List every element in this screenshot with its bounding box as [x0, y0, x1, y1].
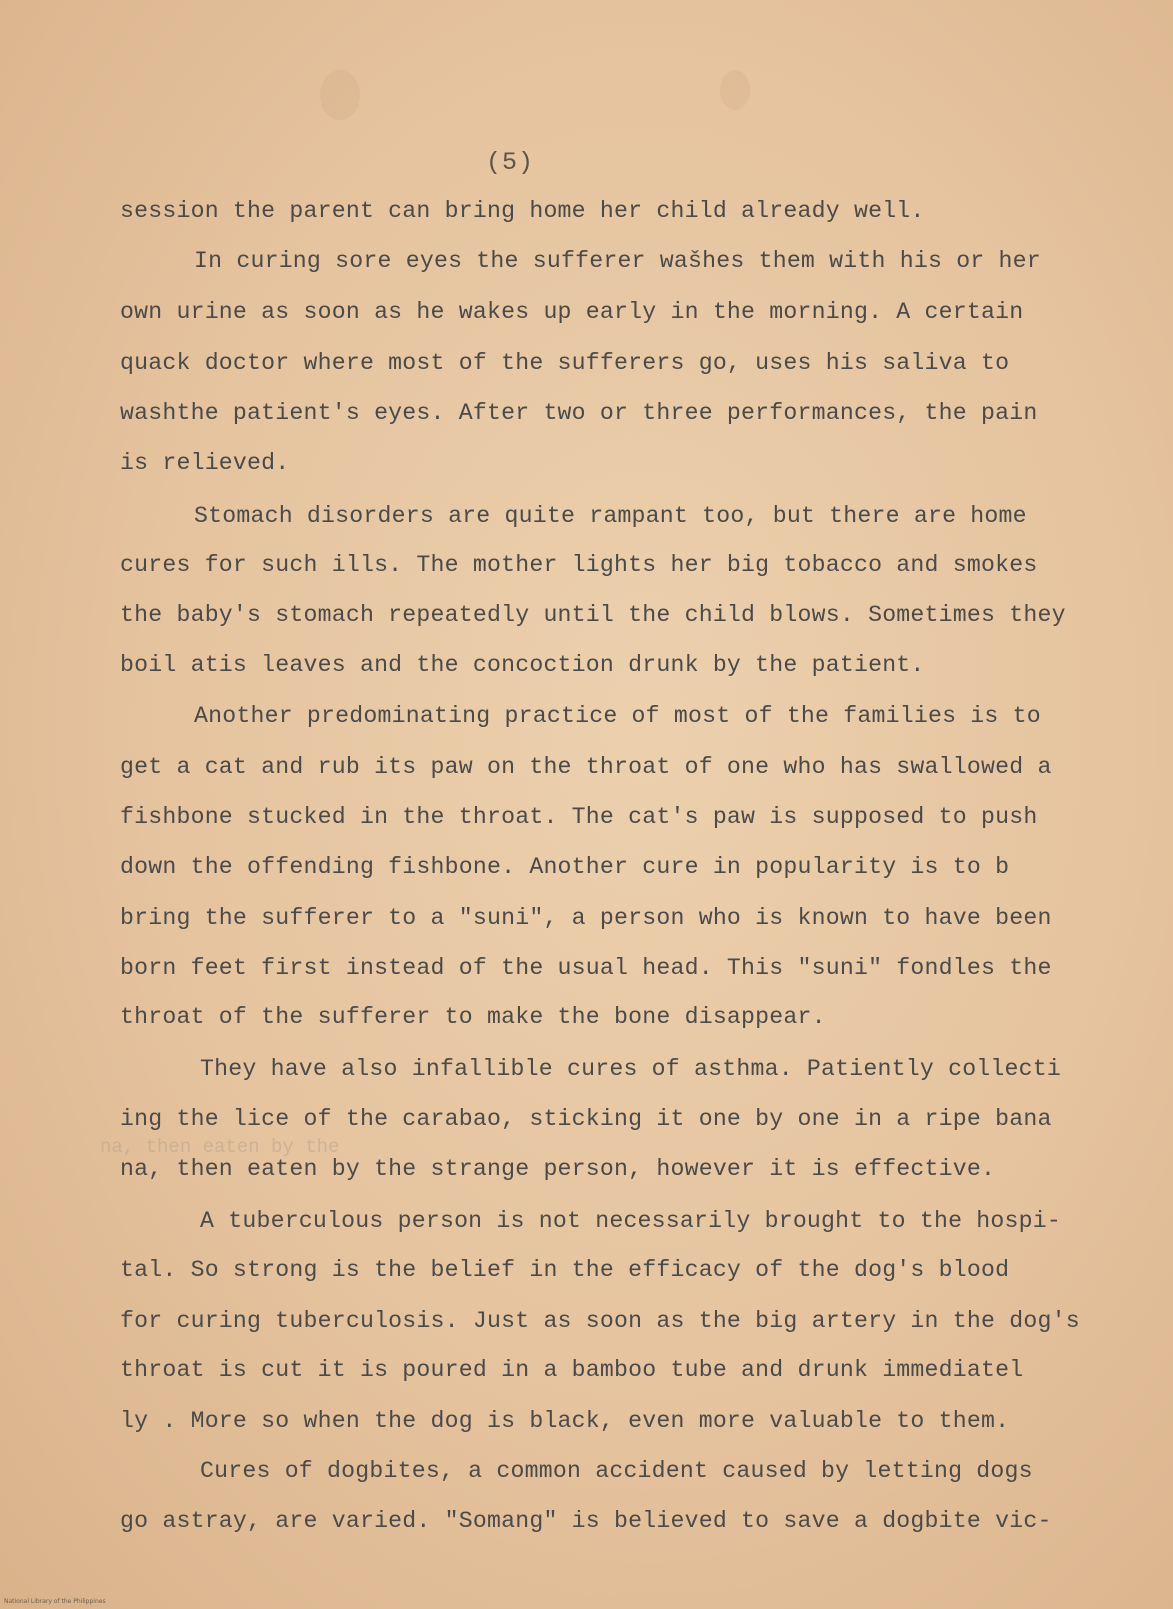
- text-line: In curing sore eyes the sufferer wašhes them with his or her: [194, 248, 1041, 274]
- text-line: own urine as soon as he wakes up early in the morning. A certain: [120, 299, 1024, 325]
- text-line: ly . More so when the dog is black, even more valuable to them.: [120, 1408, 1010, 1434]
- text-line: ing the lice of the carabao, sticking it one by one in a ripe bana: [120, 1106, 1052, 1132]
- text-line: Stomach disorders are quite rampant too, but there are home: [194, 503, 1027, 529]
- text-line: is relieved.: [120, 450, 290, 476]
- paper-stain: [320, 70, 360, 120]
- text-line: session the parent can bring home her child already well.: [120, 198, 925, 224]
- paper-stain: [720, 70, 750, 110]
- text-line: boil atis leaves and the concoction drunk by the patient.: [120, 652, 925, 678]
- text-line: born feet first instead of the usual head. This "suni" fondles the: [120, 955, 1052, 981]
- text-line: throat of the sufferer to make the bone disappear.: [120, 1004, 826, 1030]
- text-line: fishbone stucked in the throat. The cat's paw is supposed to push: [120, 804, 1038, 830]
- text-line: throat is cut it is poured in a bamboo tube and drunk immediatel: [120, 1357, 1024, 1383]
- text-line: quack doctor where most of the sufferers go, uses his saliva to: [120, 350, 1010, 376]
- text-line: bring the sufferer to a "suni", a person who is known to have been: [120, 905, 1052, 931]
- text-line: A tuberculous person is not necessarily brought to the hospi-: [200, 1208, 1062, 1234]
- text-line: for curing tuberculosis. Just as soon as the big artery in the dog's: [120, 1308, 1080, 1334]
- text-line: go astray, are varied. "Somang" is believed to save a dogbite vic-: [120, 1508, 1052, 1534]
- text-line: Another predominating practice of most of the families is to: [194, 703, 1041, 729]
- text-line: get a cat and rub its paw on the throat of one who has swallowed a: [120, 754, 1052, 780]
- page-number: (5): [486, 148, 535, 177]
- text-line: Cures of dogbites, a common accident caused by letting dogs: [200, 1458, 1033, 1484]
- text-line: down the offending fishbone. Another cure in popularity is to b: [120, 854, 1010, 880]
- text-line: washthe patient's eyes. After two or three performances, the pain: [120, 400, 1038, 426]
- text-line: They have also infallible cures of asthma. Patiently collecti: [200, 1056, 1062, 1082]
- text-line: cures for such ills. The mother lights her big tobacco and smokes: [120, 552, 1038, 578]
- text-line: tal. So strong is the belief in the efficacy of the dog's blood: [120, 1257, 1010, 1283]
- footer-credit: National Library of the Philippines: [4, 1598, 106, 1605]
- text-line: na, then eaten by the strange person, however it is effective.: [120, 1156, 996, 1182]
- faded-overstrike-text: na, then eaten by the: [100, 1136, 340, 1158]
- text-line: the baby's stomach repeatedly until the child blows. Sometimes they: [120, 602, 1066, 628]
